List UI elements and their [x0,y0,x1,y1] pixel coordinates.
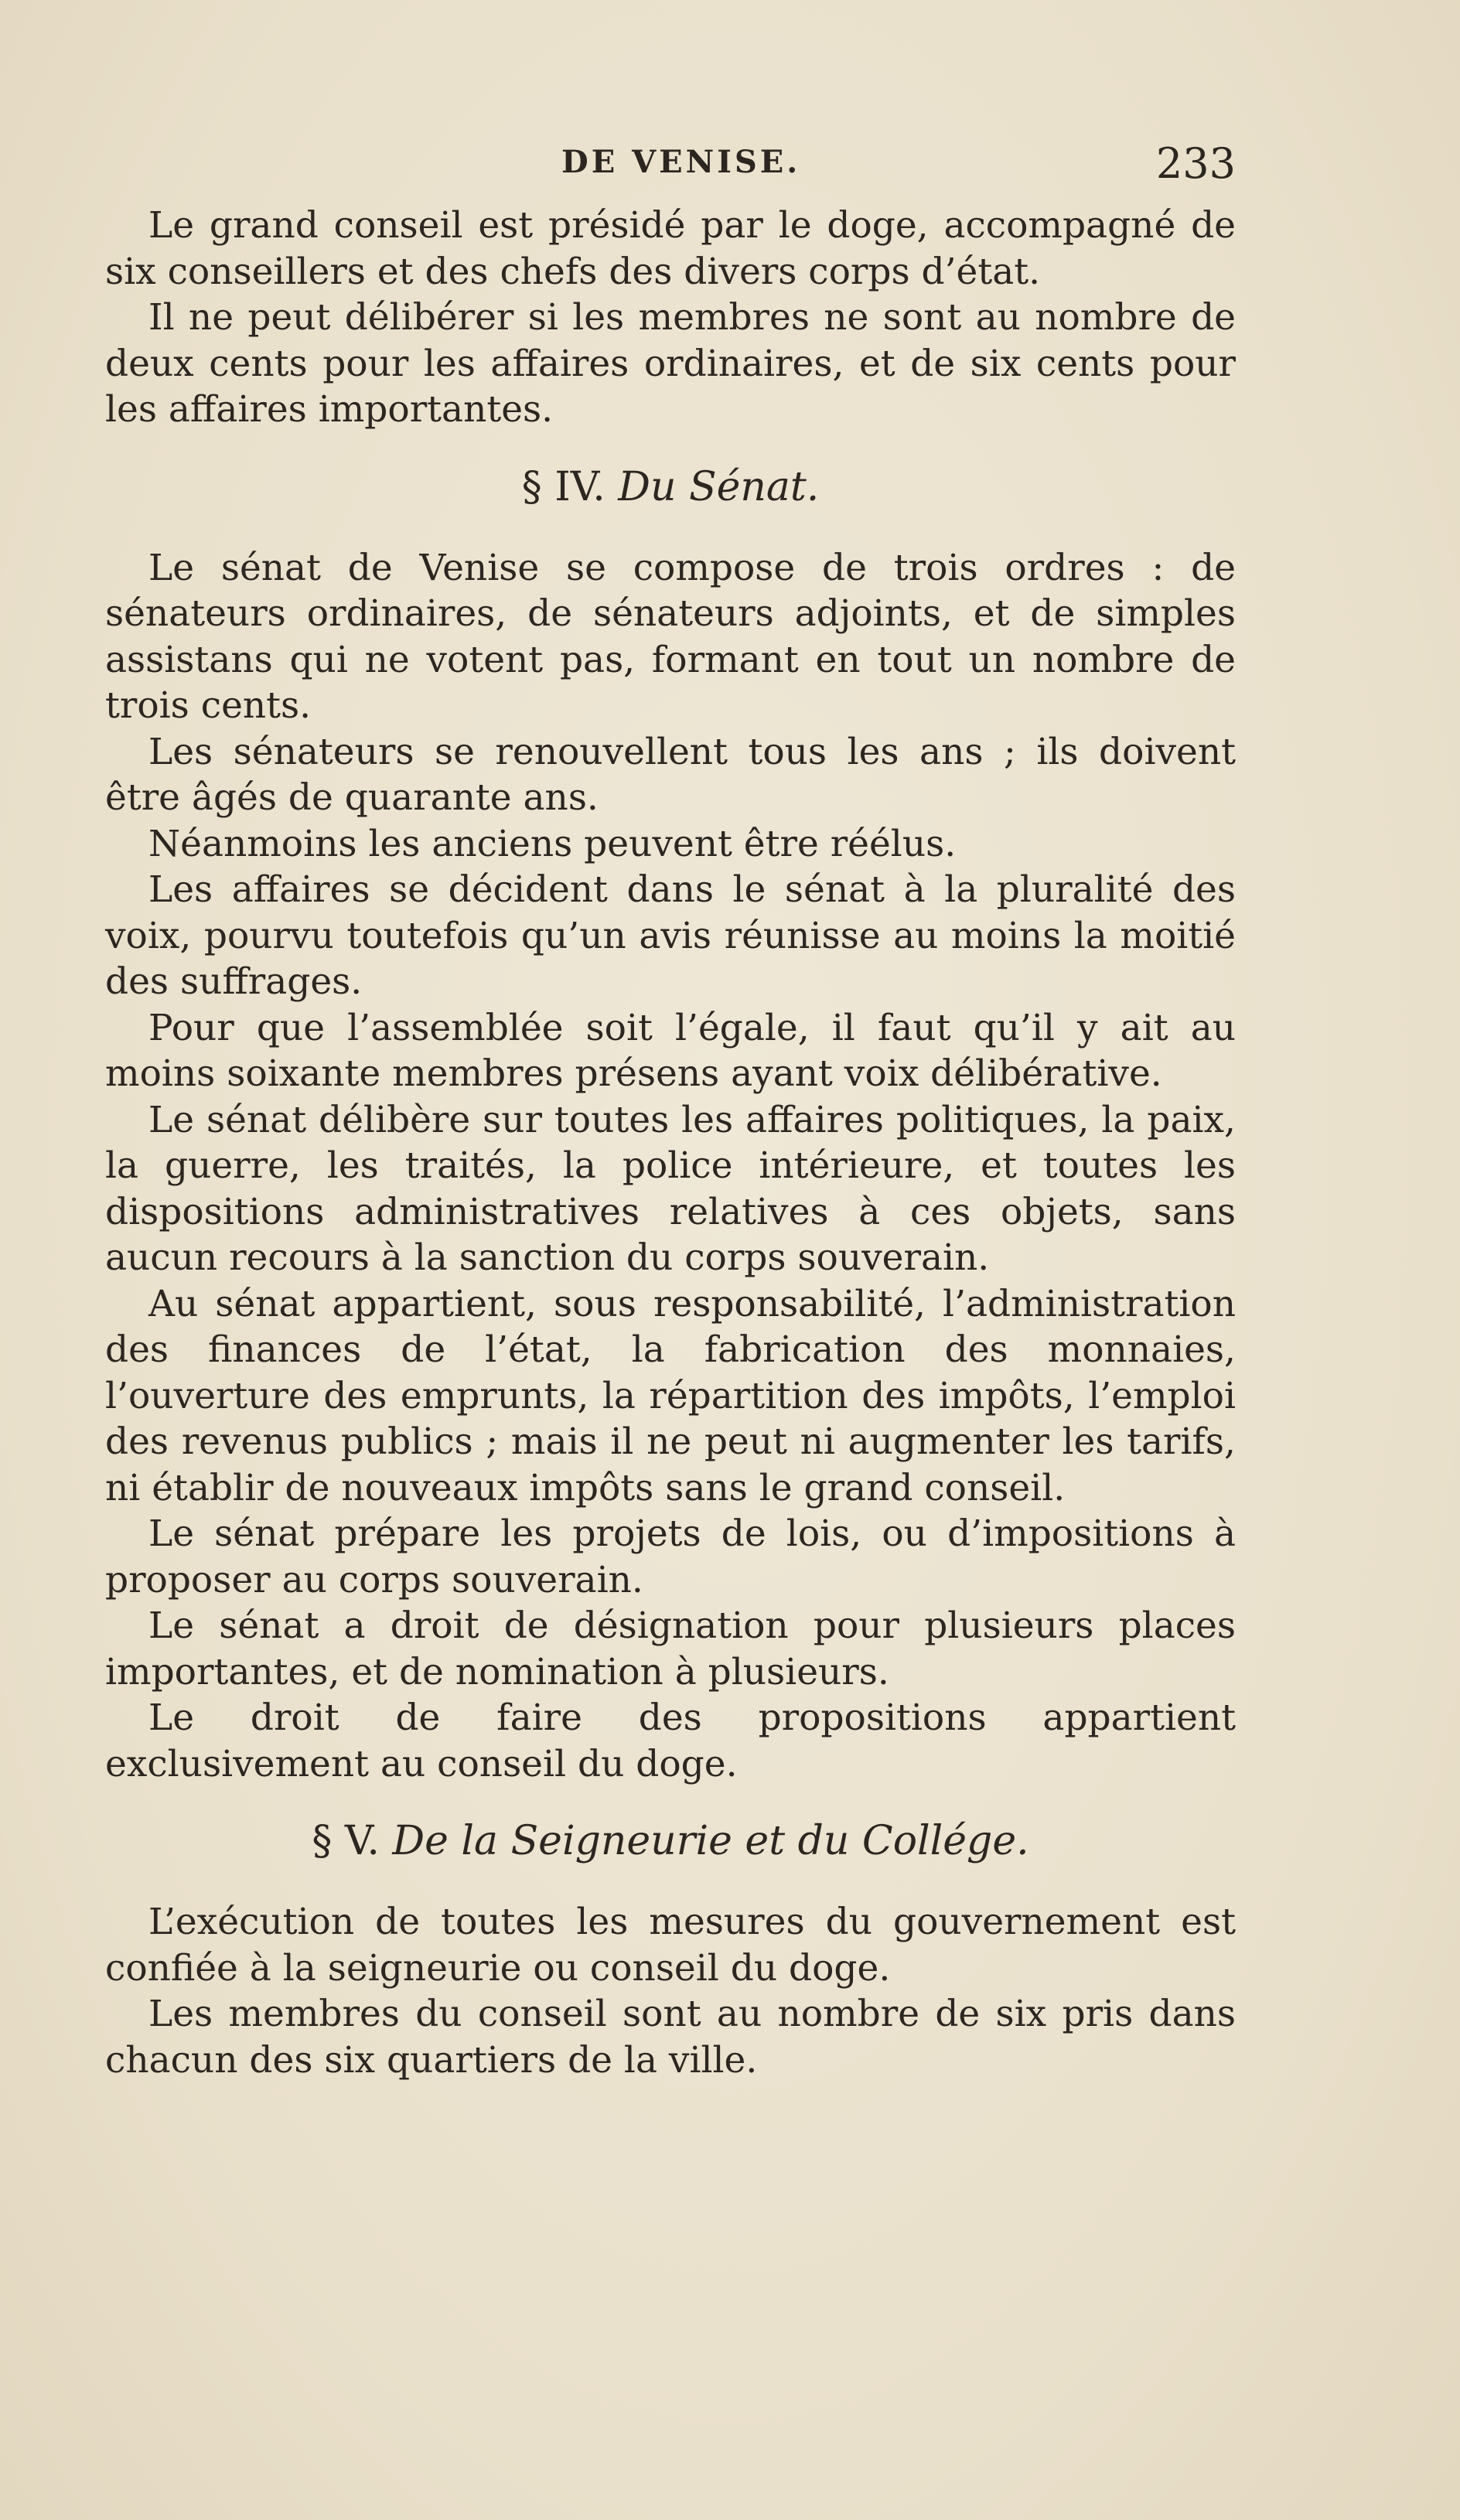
paragraph: Les sénateurs se renouvellent tous les ans ; ils doivent être âgés de quarante ans. [105,730,1236,819]
body-text [105,203,1236,2083]
paragraph: L’exécution de toutes les mesures du gouvernement est confiée à la seigneurie ou conseil du doge. [105,1901,1236,1990]
paragraph: Néanmoins les anciens peuvent être réélus. [148,822,957,865]
paragraph: Le sénat de Venise se compose de trois ordres : de sénateurs ordinaires, de sénateurs adjoints, et de simples assistans qui ne votent pas, formant en tout un nombre de trois cents. [105,546,1236,727]
paragraph: Il ne peut délibérer si les membres ne sont au nombre de deux cents pour les affaires ordinaires, et de six cents pour les affaires importantes. [105,296,1236,431]
section-title: Du Sénat. [618,463,820,510]
page-number: 233 [1155,139,1236,188]
section-mark: § IV. [521,463,605,510]
section-heading [105,464,1236,510]
paragraph: Les affaires se décident dans le sénat à la pluralité des voix, pourvu toutefois qu’un avis réunisse au moins la moitié des suffrages. [105,868,1236,1003]
running-head: DE VENISE. [561,144,801,180]
paragraph: Le grand conseil est présidé par le doge, accompagné de six conseillers et des chefs des divers corps d’état. [105,204,1236,293]
paragraph: Le sénat a droit de désignation pour plusieurs places importantes, et de nomination à plusieurs. [105,1604,1236,1693]
paragraph: Au sénat appartient, sous responsabilité, l’administration des finances de l’état, la fabrication des monnaies, l’ouverture des emprunts, la répartition des impôts, l’emploi des revenus publics ; mais il ne peut ni augmenter les tarifs, ni établir de nouveaux impôts sans le grand conseil. [105,1282,1236,1509]
section-title: De la Seigneurie et du Collége. [392,1818,1029,1864]
page-header [105,139,1236,193]
paragraph: Le sénat prépare les projets de lois, ou d’impositions à proposer au corps souverain. [105,1512,1236,1601]
paragraph: Pour que l’assemblée soit l’égale, il faut qu’il y ait au moins soixante membres présens ayant voix délibérative. [105,1006,1236,1095]
section-mark: § V. [312,1818,380,1864]
section-heading [105,1818,1236,1864]
paragraph: Les membres du conseil sont au nombre de six pris dans chacun des six quartiers de la ville. [105,1993,1236,2082]
paragraph: Le sénat délibère sur toutes les affaires politiques, la paix, la guerre, les traités, la police intérieure, et toutes les dispositions administratives relatives à ces objets, sans aucun recours à la sanction du corps souverain. [105,1098,1236,1279]
paragraph: Le droit de faire des propositions appartient exclusivement au conseil du doge. [105,1696,1236,1785]
